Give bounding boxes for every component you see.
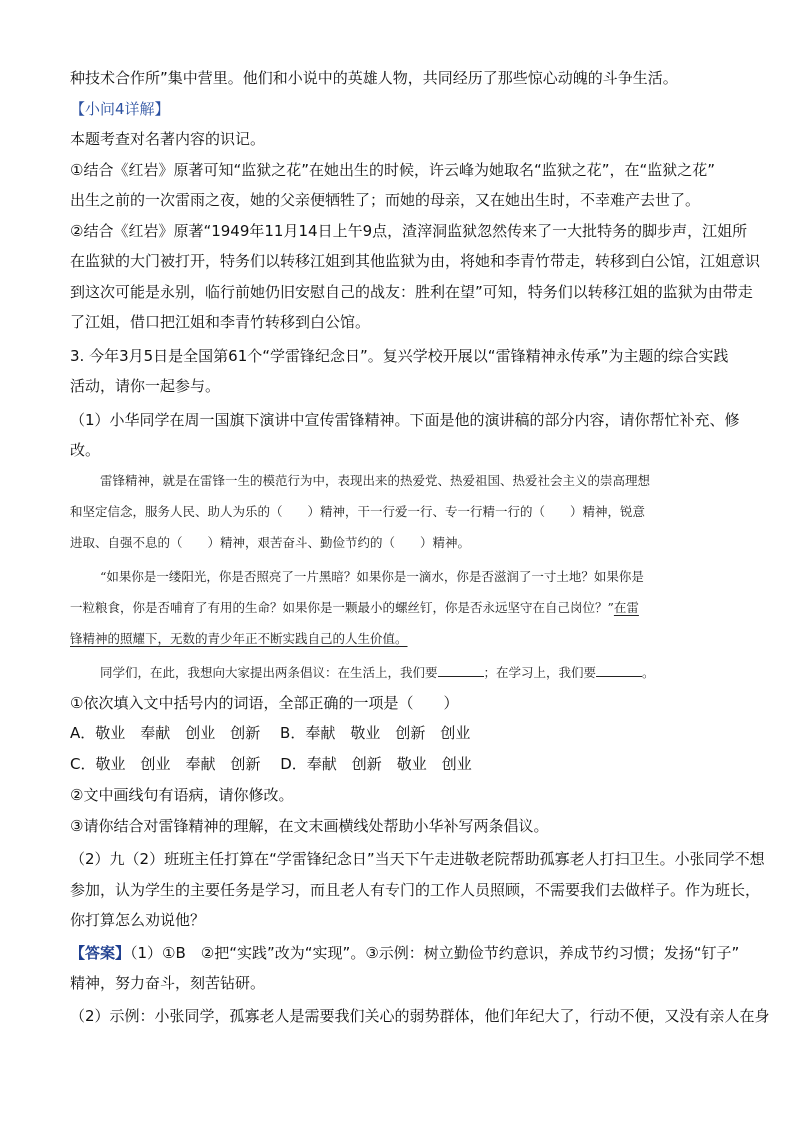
choice-row-ab: A．敬业 奉献 创业 创新 B．奉献 敬业 创新 创业	[70, 724, 471, 742]
text-line: 你打算怎么劝说他？	[70, 911, 206, 929]
underlined-sentence: 锋精神的照耀下，无数的青少年正不断实践自己的人生价值。	[70, 631, 408, 646]
text-line: 在监狱的大门被打开，特务们以转移江姐到其他监狱为由，将她和李青竹带走，转移到白公馆，江姐意识	[70, 252, 761, 270]
text-line: ②结合《红岩》原著“1949年11月14日上午9点，渣滓洞监狱忽然传来了一大批特务的脚步声，江姐所	[70, 222, 748, 240]
text-line: 了江姐，借口把江姐和李青竹转移到白公馆。	[70, 313, 371, 331]
text-line: 活动，请你一起参与。	[70, 377, 221, 395]
text-line: ①结合《红岩》原著可知“监狱之花”在她出生的时候，许云峰为她取名“监狱之花”，在“监狱之花”	[70, 161, 716, 179]
answer-line: 精神，努力奋斗，刻苦钻研。	[70, 974, 266, 992]
text-line: 到这次可能是永别，临行前她仍旧安慰自己的战友：胜利在望”可知，特务们以转移江姐的监狱为由带走	[70, 283, 753, 301]
subquestion-1-stem: （1）小华同学在周一国旗下演讲中宣传雷锋精神。下面是他的演讲稿的部分内容，请你帮忙补充、修	[70, 411, 740, 429]
fill-blank[interactable]	[596, 664, 642, 677]
text-line: 改。	[70, 441, 101, 459]
question-3-stem: 3. 今年3月5日是全国第61个“学雷锋纪念日”。复兴学校开展以“雷锋精神永传承”为主题的综合实践	[70, 347, 729, 365]
answer-text: （1）①B ②把“实践”改为“实现”。③示例：树立勤俭节约意识，养成节约习惯；发扬“钉子”	[130, 944, 740, 962]
underlined-sentence: 在雷	[613, 600, 639, 615]
answer-tag: 【答案】	[70, 944, 131, 962]
text-line: 出生之前的一次雷雨之夜，她的父亲便牺牲了；而她的母亲，又在她出生时，不幸难产去世了。	[70, 191, 701, 209]
choice-row-cd: C．敬业 创业 奉献 创新 D．奉献 创新 敬业 创业	[70, 755, 472, 773]
fill-blank[interactable]	[438, 664, 484, 677]
answer-line: （2）示例：小张同学，孤寡老人是需要我们关心的弱势群体，他们年纪大了，行动不便，又没有亲人在身	[70, 1007, 770, 1025]
prompt-3: ③请你结合对雷锋精神的理解，在文末画横线处帮助小华补写两条倡议。	[70, 817, 549, 835]
section-heading: 【小问4详解】	[70, 100, 170, 118]
speech-paragraph-2: “如果你是一缕阳光，你是否照亮了一片黑暗？如果你是一滴水，你是否滋润了一寸土地？如果你是	[100, 569, 644, 584]
speech-text: 一粒粮食，你是否哺育了有用的生命？如果你是一颗最小的螺丝钉，你是否永远坚守在自己岗位？”	[70, 600, 614, 615]
speech-paragraph-1-line: 进取、自强不息的（ ）精神，艰苦奋斗、勤俭节约的（ ）精神。	[70, 535, 471, 550]
speech-paragraph-2-line	[70, 599, 639, 617]
text-line: 种技术合作所”集中营里。他们和小说中的英雄人物，共同经历了那些惊心动魄的斗争生活。	[70, 69, 678, 87]
prompt-2: ②文中画线句有语病，请你修改。	[70, 786, 294, 804]
speech-text: 。	[642, 665, 655, 680]
prompt-1: ①依次填入文中括号内的词语，全部正确的一项是（ ）	[70, 694, 459, 712]
speech-text: ；在学习上，我们要	[483, 665, 597, 680]
speech-paragraph-1: 雷锋精神，就是在雷锋一生的模范行为中，表现出来的热爱党、热爱祖国、热爱社会主义的崇高理想	[100, 473, 651, 488]
speech-paragraph-1-line: 和坚定信念，服务人民、助人为乐的（ ）精神，干一行爱一行、专一行精一行的（ ）精神，锐意	[70, 504, 646, 519]
speech-text: 同学们，在此，我想向大家提出两条倡议：在生活上，我们要	[100, 665, 438, 680]
text-line: 参加，认为学生的主要任务是学习，而且老人有专门的工作人员照顾，不需要我们去做样子。作为班长，	[70, 881, 761, 899]
answer-line	[70, 943, 739, 963]
subquestion-2-stem: （2）九（2）班班主任打算在“学雷锋纪念日”当天下午走进敬老院帮助孤寡老人打扫卫生。小张同学不想	[70, 850, 765, 868]
speech-paragraph-3	[100, 664, 655, 682]
text-line: 本题考查对名著内容的识记。	[70, 130, 266, 148]
